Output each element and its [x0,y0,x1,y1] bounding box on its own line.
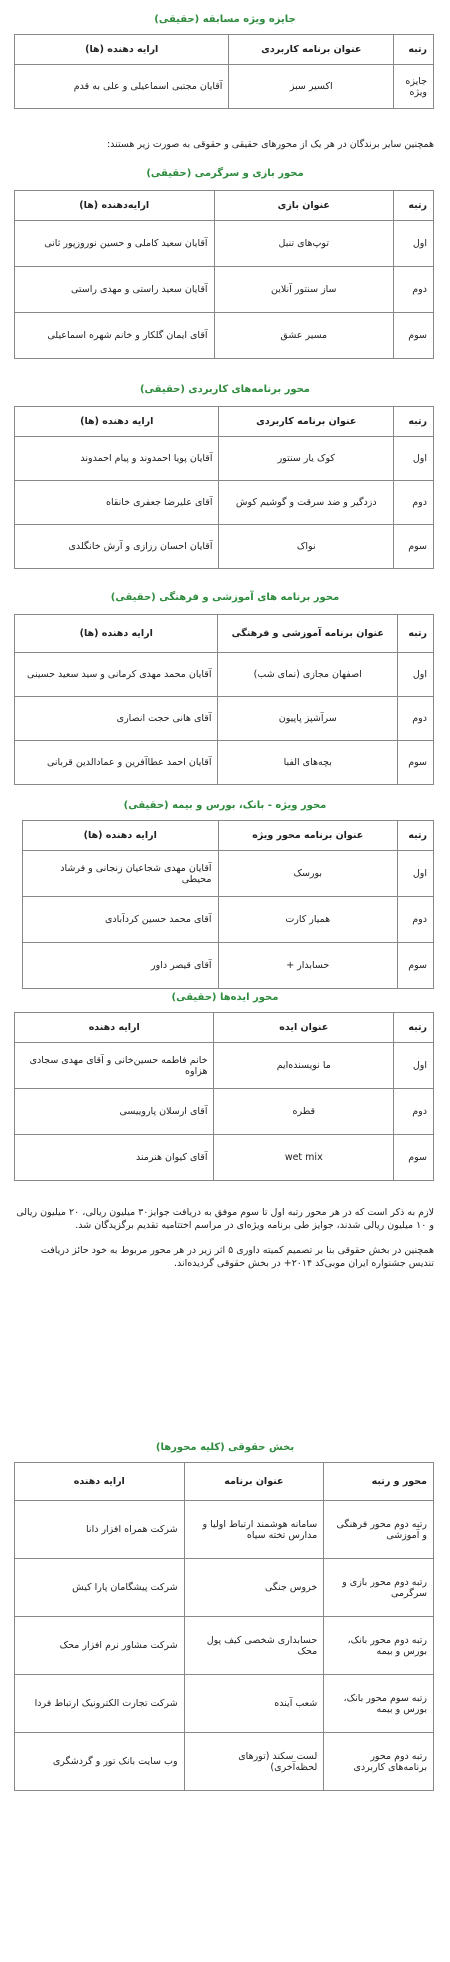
table-row [15,1089,434,1135]
presenter-cell: آقایان مجتبی اسماعیلی و علی به قدم [15,65,229,109]
title-cell: بچه‌های الفبا [218,741,398,785]
rank-cell: دوم [394,1089,434,1135]
table-header-row [15,1463,434,1501]
table-row [15,1043,434,1089]
column-header: ارایه دهنده [15,1463,185,1501]
presenter-cell: آقایان سعید راستی و مهدی راستی [15,267,215,313]
table-row [15,267,434,313]
table-row [15,697,434,741]
table-header-row [23,821,434,851]
section-title: محور برنامه‌های کاربردی (حقیقی) [139,384,310,395]
column-header: رتبه [394,1013,434,1043]
title-cell: توپ‌های تنبل [214,221,394,267]
title-cell: حسابداری شخصی کیف پول محک [184,1617,324,1675]
column-header: محور و رتبه [324,1463,434,1501]
rank-cell: سوم [398,943,434,989]
title-cell: قطره [214,1089,394,1135]
presenter-cell: آقایان مهدی شجاعیان زنجانی و فرشاد محیطی [23,851,219,897]
column-header: ارایه‌دهنده (ها) [15,191,215,221]
rank-cell: رتبه دوم محور بانک، بورس و بیمه [324,1617,434,1675]
title-cell: ما نویسنده‌ایم [214,1043,394,1089]
title-cell: دزدگیر و ضد سرقت و گوشیم کوش [219,481,394,525]
presenter-cell: آقای ارسلان پاروییسی [15,1089,214,1135]
column-header: ارایه دهنده (ها) [15,35,229,65]
column-header: رتبه [394,407,434,437]
title-cell: شعب آینده [184,1675,324,1733]
table-row [15,1559,434,1617]
title-cell: کوک یار سنتور [219,437,394,481]
column-header: عنوان برنامه [184,1463,324,1501]
presenter-cell: آقای ایمان گلکار و خانم شهره اسماعیلی [15,313,215,359]
rank-cell: دوم [394,267,434,313]
presenter-cell: آقایان محمد مهدی کرمانی و سید سعید حسینی [15,653,218,697]
paragraph-legal: همچنین در بخش حقوقی بنا بر تصمیم کمیته داوری ۵ اثر زیر در هر محور مربوط به خود حائز دریافت تندیس جشنواره ایران موبی‌کد ۲۰۱۴+ در بخش حقوقی گردیده‌اند. [40,1245,434,1269]
rank-cell: دوم [394,481,434,525]
table-header-row [15,35,434,65]
column-header: عنوان برنامه کاربردی [219,407,394,437]
paragraph-prize: لازم به ذکر است که در هر محور رتبه اول تا سوم موفق به دریافت جوایز۳۰ میلیون ریالی، ۲۰ میلیون ریالی و ۱۰ میلیون ریالی شدند، جوایز طی برنامه ویژه‌ای در مراسم اختتامیه تقدیم برگزیدگان شد. [16,1207,434,1231]
results-table [22,820,434,989]
section-title: محور برنامه های آموزشی و فرهنگی (حقیقی) [110,592,340,603]
column-header: عنوان بازی [214,191,394,221]
column-header: رتبه [398,615,434,653]
section-title: محور بازی و سرگرمی (حقیقی) [146,168,304,179]
table-row [15,313,434,359]
table-row [15,1135,434,1181]
column-header: عنوان برنامه کاربردی [229,35,394,65]
presenter-cell: شرکت تجارت الکترونیک ارتباط فردا [15,1675,185,1733]
rank-cell: رتبه سوم محور بانک، بورس و بیمه [324,1675,434,1733]
presenter-cell: آقای قیصر داور [23,943,219,989]
table-header-row [15,1013,434,1043]
table-row [15,1501,434,1559]
column-header: رتبه [398,821,434,851]
column-header: عنوان برنامه محور ویژه [218,821,398,851]
presenter-cell: شرکت پیشگامان پارا کیش [15,1559,185,1617]
table-row [15,437,434,481]
title-cell: نواک [219,525,394,569]
column-header: ارایه دهنده (ها) [23,821,219,851]
section-title: محور ویژه - بانک، بورس و بیمه (حقیقی) [123,800,327,811]
title-cell: حسابدار + [218,943,398,989]
title-cell: لست سکند (تورهای لحظه‌آخری) [184,1733,324,1791]
table-header-row [15,407,434,437]
table-row [23,851,434,897]
table-row [15,653,434,697]
presenter-cell: آقایان سعید کاملی و حسین نوروزپور ثانی [15,221,215,267]
paragraph-after-special: همچنین سایر برندگان در هر یک از محورهای حقیقی و حقوقی به صورت زیر هستند: [106,139,434,150]
rank-cell: سوم [394,525,434,569]
title-cell: سرآشپز پاپیون [218,697,398,741]
rank-cell: سوم [394,313,434,359]
table-row [15,1733,434,1791]
section-title: بخش حقوقی (کلیه محورها) [155,1442,295,1453]
results-table [14,34,434,109]
presenter-cell: آقای هانی حجت انصاری [15,697,218,741]
presenter-cell: شرکت مشاور نرم افزار محک [15,1617,185,1675]
rank-cell: سوم [398,741,434,785]
rank-cell: اول [398,851,434,897]
title-cell: ساز سنتور آنلاین [214,267,394,313]
title-cell: wet mix [214,1135,394,1181]
rank-cell: سوم [394,1135,434,1181]
title-cell: اصفهان مجازی (نمای شب) [218,653,398,697]
table-header-row [15,615,434,653]
rank-cell: اول [394,437,434,481]
results-table [14,1462,434,1791]
table-row [15,65,434,109]
rank-cell: اول [394,221,434,267]
rank-cell: اول [394,1043,434,1089]
results-table [14,1012,434,1181]
presenter-cell: وب سایت بانک تور و گردشگری [15,1733,185,1791]
table-row [15,481,434,525]
title-cell: مسیر عشق [214,313,394,359]
table-row [15,221,434,267]
section-title: جایزه ویژه مسابقه (حقیقی) [154,14,296,25]
results-table [14,190,434,359]
rank-cell: دوم [398,897,434,943]
table-row [15,741,434,785]
column-header: عنوان ایده [214,1013,394,1043]
title-cell: بورسک [218,851,398,897]
presenter-cell: آقای کیوان هنرمند [15,1135,214,1181]
rank-cell: اول [398,653,434,697]
column-header: رتبه [394,35,434,65]
table-row [15,1675,434,1733]
results-table [14,614,434,785]
column-header: ارایه دهنده [15,1013,214,1043]
rank-cell: رتبه دوم محور فرهنگی و آموزشی [324,1501,434,1559]
results-table [14,406,434,569]
presenter-cell: آقایان احمد عطاآفرین و عمادالدین قربانی [15,741,218,785]
title-cell: اکسیر سبز [229,65,394,109]
rank-cell: رتبه دوم محور برنامه‌های کاربردی [324,1733,434,1791]
table-row [23,943,434,989]
presenter-cell: آقایان احسان رزازی و آرش خانگلدی [15,525,219,569]
presenter-cell: آقای محمد حسین کردآبادی [23,897,219,943]
presenter-cell: شرکت همراه افزار دانا [15,1501,185,1559]
column-header: ارایه دهنده (ها) [15,407,219,437]
column-header: رتبه [394,191,434,221]
rank-cell: جایزه ویژه [394,65,434,109]
column-header: ارایه دهنده (ها) [15,615,218,653]
column-header: عنوان برنامه آموزشی و فرهنگی [218,615,398,653]
table-row [23,897,434,943]
rank-cell: رتبه دوم محور بازی و سرگرمی [324,1559,434,1617]
rank-cell: دوم [398,697,434,741]
table-row [15,1617,434,1675]
table-header-row [15,191,434,221]
title-cell: همیار کارت [218,897,398,943]
section-title: محور ایده‌ها (حقیقی) [171,992,279,1003]
table-row [15,525,434,569]
presenter-cell: خانم فاطمه حسین‌خانی و آقای مهدی سجادی هزاوه [15,1043,214,1089]
presenter-cell: آقای علیرضا جعفری خانقاه [15,481,219,525]
title-cell: خروس جنگی [184,1559,324,1617]
title-cell: سامانه هوشمند ارتباط اولیا و مدارس تخته سیاه [184,1501,324,1559]
presenter-cell: آقایان پویا احمدوند و پیام احمدوند [15,437,219,481]
